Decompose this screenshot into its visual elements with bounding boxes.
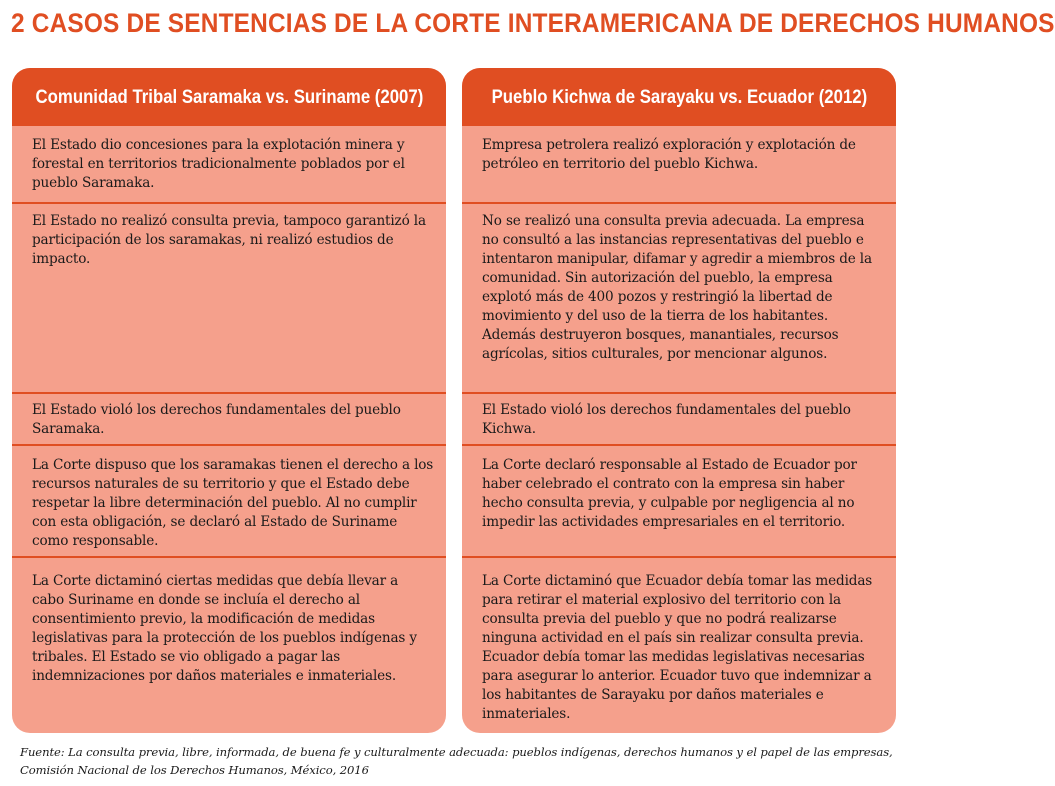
section-divider: [12, 392, 446, 394]
section-ruling: La Corte declaró responsable al Estado de Ecuador por haber celebrado el contrato con la empresa sin haber hecho consulta previa, y culpable por negligencia al no impedir las actividades empresariales en el territorio.: [482, 457, 857, 530]
section-measures: La Corte dictaminó ciertas medidas que debía llevar a cabo Suriname en donde se incluía el derecho al consentimiento previo, la modificación de medidas legislativas para la protección de los pueblos indígenas y tribales. El Estado se vio obligado a pagar las indemnizaciones por daños materiales e inmateriales.: [32, 573, 417, 684]
section-divider: [12, 556, 446, 558]
section-facts: El Estado dio concesiones para la explotación minera y forestal en territorios tradicionalmente poblados por el pueblo Saramaka.: [32, 137, 405, 191]
section-violation: El Estado violó los derechos fundamentales del pueblo Saramaka.: [32, 402, 401, 437]
section-divider: [462, 202, 896, 204]
section-consultation: El Estado no realizó consulta previa, tampoco garantizó la participación de los saramakas, ni realizó estudios de impacto.: [32, 213, 426, 267]
source-citation: Fuente: La consulta previa, libre, informada, de buena fe y culturalmente adecuada: pueblos indígenas, derechos humanos y el papel de las empresas, Comisión Nacional de los Derechos Humanos, México, 2016: [20, 745, 893, 777]
section-facts: Empresa petrolera realizó exploración y explotación de petróleo en territorio del pueblo Kichwa.: [482, 137, 856, 172]
section-consultation: No se realizó una consulta previa adecuada. La empresa no consultó a las instancias representativas del pueblo e intentaron manipular, difamar y agredir a miembros de la comunidad. Sin autorización del pueblo, la empresa explotó más de 400 pozos y restringió la libertad de movimiento y del uso de la tierra de los habitantes. Además destruyeron bosques, manantiales, recursos agrícolas, sitios culturales, por mencionar algunos.: [482, 213, 872, 362]
section-divider: [12, 444, 446, 446]
section-divider: [462, 556, 896, 558]
section-divider: [462, 444, 896, 446]
section-ruling: La Corte dispuso que los saramakas tienen el derecho a los recursos naturales de su territorio y que el Estado debe respetar la libre determinación del pueblo. Al no cumplir con esta obligación, se declaró al Estado de Suriname como responsable.: [32, 457, 434, 549]
case-column-saramaka: [12, 68, 446, 733]
case-column-sarayaku: [462, 68, 896, 733]
section-divider: [12, 202, 446, 204]
section-measures: La Corte dictaminó que Ecuador debía tomar las medidas para retirar el material explosivo del territorio con la consulta previa del pueblo y que no podrá realizarse ninguna actividad en el país sin realizar consulta previa. Ecuador debía tomar las medidas legislativas necesarias para asegurar lo anterior. Ecuador tuvo que indemnizar a los habitantes de Sarayaku por daños materiales e inmateriales.: [482, 573, 873, 722]
case-title-saramaka: Comunidad Tribal Saramaka vs. Suriname (2007): [35, 85, 423, 108]
case-title-sarayaku: Pueblo Kichwa de Sarayaku vs. Ecuador (2012): [491, 85, 867, 108]
case-header-saramaka: [12, 68, 446, 126]
section-divider: [462, 392, 896, 394]
case-header-sarayaku: [462, 68, 896, 126]
section-violation: El Estado violó los derechos fundamentales del pueblo Kichwa.: [482, 402, 851, 437]
page-title: 2 CASOS DE SENTENCIAS DE LA CORTE INTERAMERICANA DE DERECHOS HUMANOS: [11, 8, 1055, 38]
